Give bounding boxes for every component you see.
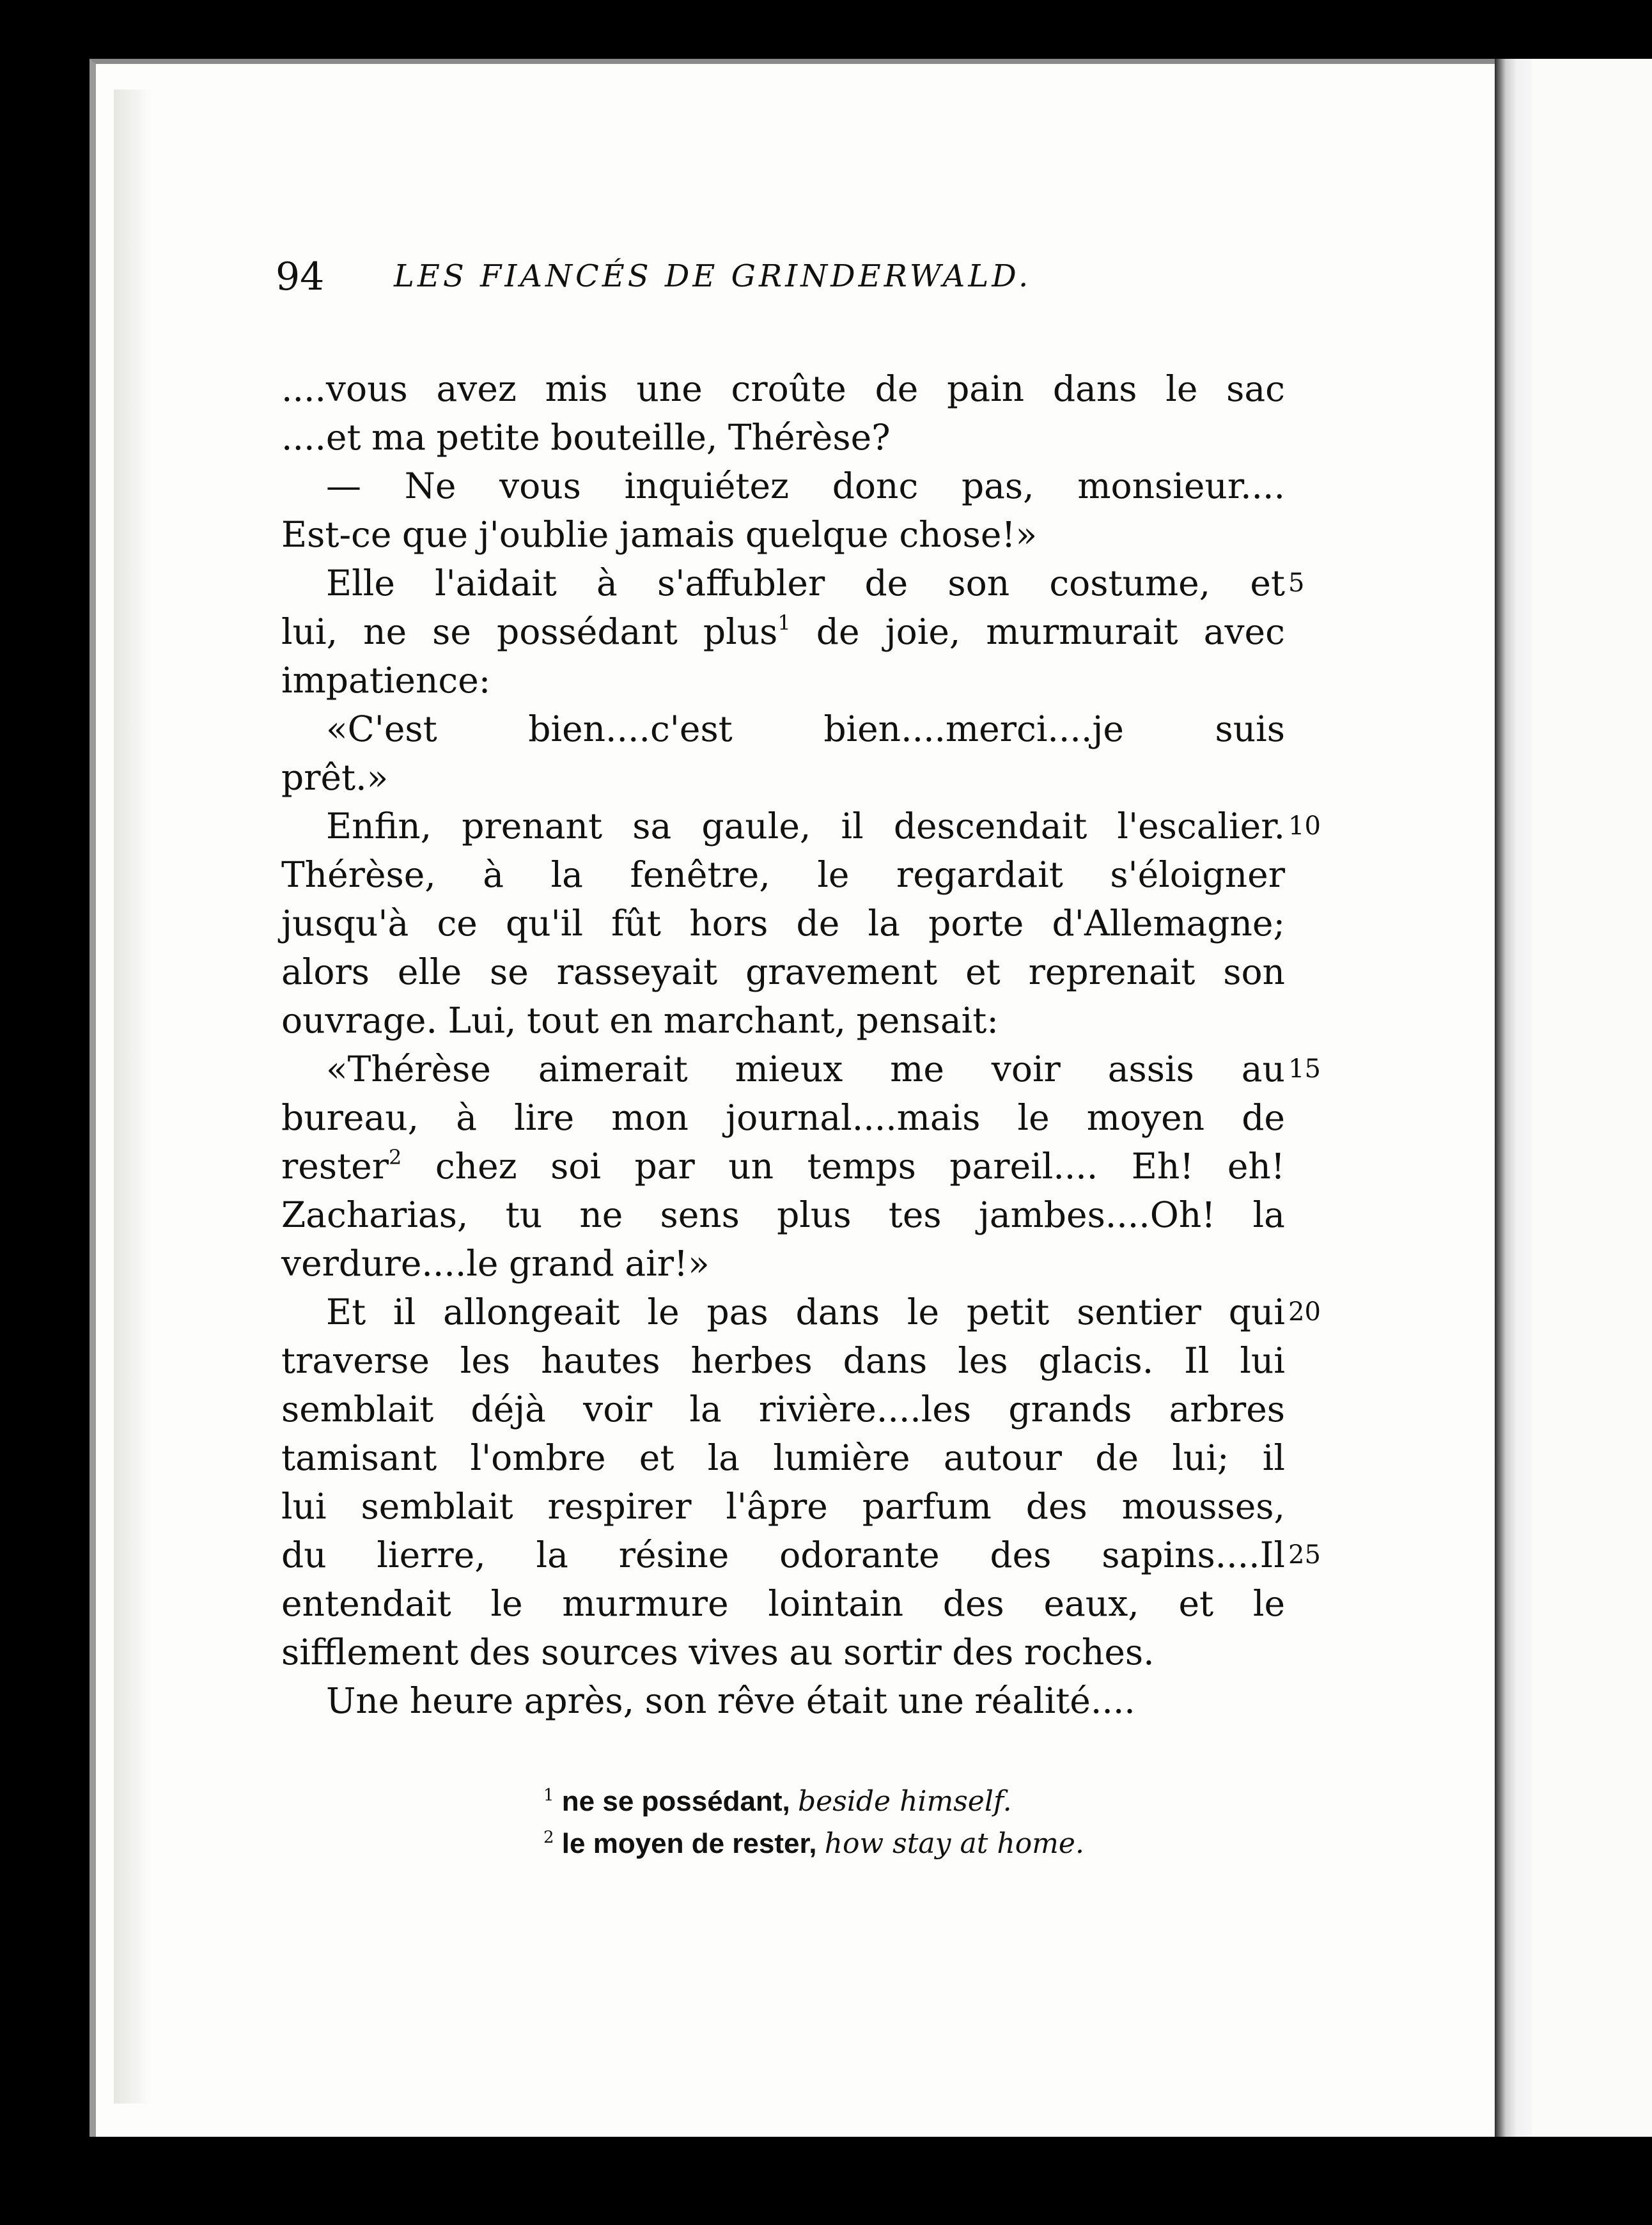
page-gutter-shadow [114, 90, 152, 2104]
text-line: lui, ne se possédant plus$^1$ de joie, murmurait avec [281, 611, 1285, 652]
text-line: Enfin, prenant sa gaule, il descendait l'escalier. 10 [281, 802, 1285, 850]
footnote [543, 1781, 1311, 1823]
footnote-term: ne se possédant, [554, 1786, 799, 1817]
text-line: semblait déjà voir la rivière....les grands arbres [281, 1389, 1285, 1430]
text-line: sifflement des sources vives au sortir des roches. [281, 1632, 1155, 1673]
body-text [281, 364, 1321, 1725]
text-line: lui semblait respirer l'âpre parfum des mousses, [281, 1486, 1285, 1527]
text-line: prêt.» [281, 757, 389, 798]
text-line: ouvrage. Lui, tout en marchant, pensait: [281, 1000, 999, 1041]
text-line: rester$^2$ chez soi par un temps pareil.... Eh! eh! [281, 1145, 1285, 1187]
page-number: 94 [276, 254, 325, 299]
line-number: 10 [1288, 811, 1321, 841]
text-line: Zacharias, tu ne sens plus tes jambes....Oh! la [281, 1194, 1285, 1235]
text-line: ....vous avez mis une croûte de pain dans le sac [281, 368, 1285, 409]
line-number: 25 [1288, 1540, 1321, 1570]
text-line: bureau, à lire mon journal....mais le moyen de [281, 1097, 1285, 1138]
text-line: jusqu'à ce qu'il fût hors de la porte d'Allemagne; [281, 903, 1285, 944]
footnote-ref: 1 [777, 611, 791, 635]
footnote-number: 2 [543, 1828, 554, 1847]
footnote-number: 1 [543, 1786, 554, 1805]
text-line: ....et ma petite bouteille, Thérèse? [281, 417, 891, 458]
line-number: 5 [1288, 568, 1305, 598]
footnote-ref: 2 [389, 1145, 402, 1169]
text-line: du lierre, la résine odorante des sapins....Il 25 [281, 1531, 1285, 1579]
text-line: tamisant l'ombre et la lumière autour de lui; il [281, 1437, 1285, 1478]
text-line: alors elle se rasseyait gravement et reprenait son [281, 951, 1285, 992]
page-edge [1495, 59, 1532, 2137]
text-line: impatience: [281, 660, 491, 701]
page-header [276, 254, 1362, 312]
facing-page-margin [1532, 59, 1652, 2137]
footnote-gloss: beside himself. [798, 1785, 1012, 1818]
line-number: 20 [1288, 1297, 1321, 1327]
text-line: Thérèse, à la fenêtre, le regardait s'éloigner [281, 854, 1285, 895]
text-line: Elle l'aidait à s'affubler de son costume, et 5 [281, 559, 1285, 607]
text-line: entendait le murmure lointain des eaux, et le [281, 1583, 1285, 1624]
text-line: traverse les hautes herbes dans les glacis. Il lui [281, 1340, 1285, 1381]
running-title: LES FIANCÉS DE GRINDERWALD. [394, 258, 1032, 294]
footnotes [543, 1781, 1311, 1865]
text-line: verdure....le grand air!» [281, 1243, 710, 1284]
text-line: Une heure après, son rêve était une réalité.... [326, 1680, 1135, 1721]
footnote-gloss: how stay at home. [824, 1827, 1084, 1860]
text-line: «C'est bien....c'est bien....merci....je suis [326, 708, 1285, 749]
text-line: Et il allongeait le pas dans le petit sentier qui 20 [281, 1288, 1285, 1336]
text-line: — Ne vous inquiétez donc pas, monsieur.... [326, 465, 1285, 506]
footnote-term: le moyen de rester, [554, 1828, 825, 1859]
text-line: Est-ce que j'oublie jamais quelque chose!» [281, 514, 1038, 555]
text-line: «Thérèse aimerait mieux me voir assis au 15 [281, 1045, 1285, 1093]
footnote [543, 1823, 1311, 1865]
line-number: 15 [1288, 1054, 1321, 1084]
